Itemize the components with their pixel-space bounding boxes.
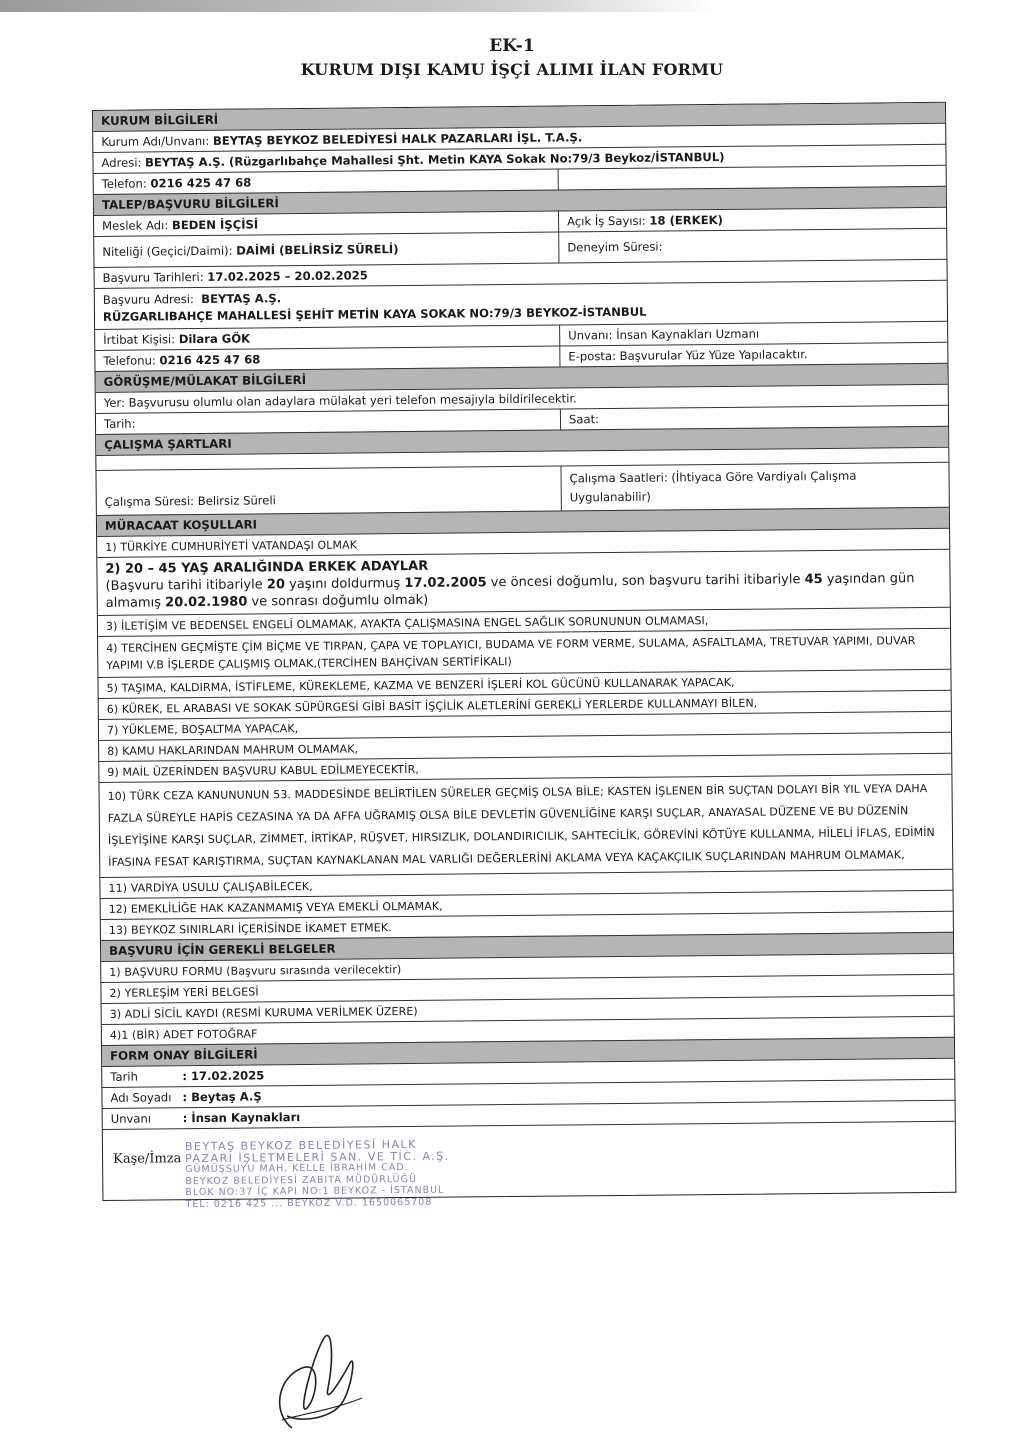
field-label: Başvuru Tarihleri: [102,269,204,285]
form-title: KURUM DIŞI KAMU İŞÇİ ALIMI İLAN FORMU [300,60,724,79]
text-part: ve sonrası doğumlu olmak) [247,592,429,610]
application-dates: 17.02.2025 – 20.02.2025 [207,268,368,284]
interview-time-label: Saat: [568,412,600,427]
interview-place: Yer: Başvurusu olumlu olan adaylara mülakat yeri telefon mesajıyla bildirilecektir. [103,391,577,410]
condition-4: 4) TERCİHEN GEÇMİŞTE ÇİM BİÇME VE TIRPAN, ÇAPA VE TOPLAYICI, BUDAMA VE FORM VERME, SULAMA, ASFALTLAMA, TRETUVAR YAPIMI, DUVAR YAPIMI V.B İŞLERDE ÇALIŞMIŞ OLMAK,(TERCİHEN BAHÇİVAN SERTİFİKALI) [106,634,916,672]
field-label: Telefon: [101,176,147,191]
section-title: BAŞVURU İÇİN GEREKLİ BELGELER [109,941,336,958]
condition-9: 9) MAİL ÜZERİNDEN BAŞVURU KABUL EDİLMEYECEKTİR, [107,762,419,779]
field-label: İrtibat Kişisi: [103,332,176,347]
condition-11: 11) VARDİYA USULU ÇALIŞABİLECEK, [108,879,313,895]
condition-row [97,549,950,615]
field-label: Unvanı [110,1111,152,1126]
stamp-line: TEL: 0216 425 ... BEYKOZ V.D. 1650065708 [185,1196,433,1210]
empty-cell [559,166,946,190]
stamp-line: GÜMÜŞSUYU MAH. KELLE İBRAHİM CAD. [185,1162,409,1176]
company-stamp [185,1138,516,1241]
field-label: Kurum Adı/Unvanı: [101,133,210,149]
approval-title: : İnsan Kaynakları [182,1110,301,1126]
condition-10: 10) TÜRK CEZA KANUNUNUN 53. MADDESİNDE BELİRTİLEN SÜRELER GEÇMİŞ OLSA BİLE; KASTEN İŞLENEN BİR SUÇTAN DOLAYI BİR YIL VEYA DAHA FAZLA SÜREYLE HAPİS CEZASINA YA DA AFFA UĞRAMIŞ OLSA BİLE DEVLETİN GÜVENLİĞİNE KARŞI SUÇLAR, ANAYASAL DÜZENE VE BU DÜZENİN İŞLEYİŞİNE KARŞI SUÇLAR, ZİMMET, İRTİKAP, RÜŞVET, HIRSIZLIK, DOLANDIRICILIK, SAHTECİLİK, GÖREVİNİ KÖTÜYE KULLANMA, HİLELİ İFLAS, EDİMİN İFASINA FESAT KARIŞTIRMA, SUÇTAN KAYNAKLANAN MAL VARLIĞI DEĞERLERİNİ AKLAMA VEYA KAÇAKÇILIK SUÇLARINDAN MAHRUM OLMAMAK, [107,782,935,869]
contact-title: İnsan Kaynakları Uzmanı [616,326,760,342]
condition-1: 1) TÜRKİYE CUMHURİYETİ VATANDAŞI OLMAK [105,537,358,554]
section-title: KURUM BİLGİLERİ [101,112,219,128]
age-min: 20 [266,577,286,593]
text-part: yaşını doldurmuş [284,576,405,593]
text-part: ve öncesi doğumlu, son başvuru tarihi itibariyle [486,572,805,591]
approval-name: : Beytaş A.Ş [182,1089,262,1105]
age-max: 45 [804,572,823,588]
stamp-label: Kaşe/İmza [113,1151,182,1167]
condition-13: 13) BEYKOZ SINIRLARI İÇERİSİNDE İKAMET ETMEK. [108,920,392,937]
interview-date-label: Tarih: [96,410,561,434]
work-duration: Çalışma Süresi: Belirsiz Süreli [96,467,561,515]
institution-address: BEYTAŞ A.Ş. (Rüzgarlıbahçe Mahallesi Şht. Metin KAYA Sokak No:79/3 Beykoz/İSTANBUL) [145,149,725,170]
field-label: Telefonu: [103,353,156,368]
condition-5: 5) TAŞIMA, KALDIRMA, İSTİFLEME, KÜREKLEME, KAZMA VE BENZERİ İŞLERİ KOL GÜCÜNÜ KULLANARAK YAPACAK, [106,675,735,695]
institution-name: BEYTAŞ BEYKOZ BELEDİYESİ HALK PAZARLARI İŞL. T.A.Ş. [212,130,583,148]
field-label: Açık İş Sayısı: [567,213,646,229]
job-name: BEDEN İŞÇİSİ [171,217,259,233]
section-title: MÜRACAAT KOŞULLARI [104,517,258,533]
section-title: TALEP/BAŞVURU BİLGİLERİ [101,196,279,212]
condition-row [98,628,950,677]
row-app-address [95,280,947,329]
application-address-line2: RÜZGARLIBAHÇE MAHALLESİ ŞEHİT METİN KAYA SOKAK NO:79/3 BEYKOZ-İSTANBUL [102,304,647,324]
form-code: EK-1 [489,36,535,56]
document-1: 1) BAŞVURU FORMU (Başvuru sırasında verilecektir) [109,962,402,979]
text-part: (Başvuru tarihi itibariyle [105,577,267,594]
row-stamp-signature [103,1121,956,1210]
contact-phone: 0216 425 47 68 [159,352,261,368]
job-nature: DAİMİ (BELİRSİZ SÜRELİ) [236,242,399,258]
condition-2 [97,550,950,615]
condition-row [99,774,952,877]
field-label: Tarih [110,1069,138,1084]
application-address: BEYTAŞ A.Ş. [201,291,282,306]
document-2: 2) YERLEŞİM YERİ BELGESİ [109,984,259,1000]
stamp-line: BEYTAŞ BEYKOZ BELEDİYESİ HALK [184,1137,417,1154]
condition-2-title: 2) 20 – 45 YAŞ ARALIĞINDA ERKEK ADAYLAR [105,558,429,577]
field-label: Başvuru Adresi: [102,291,198,307]
work-hours: Çalışma Saatleri: (İhtiyaca Göre Vardiyalı Çalışma Uygulanabilir) [569,468,857,505]
condition-6: 6) KÜREK, EL ARABASI VE SOKAK SÜPÜRGESİ GİBİ BASİT İŞÇİLİK ALETLERİNİ GEREKLİ YERLERDE KULLANMAYI BİLEN, [106,696,758,716]
condition-7: 7) YÜKLEME, BOŞALTMA YAPACAK, [106,721,299,737]
birth-date-max: 17.02.2005 [404,575,487,592]
section-title: ÇALIŞMA ŞARTLARI [104,436,232,452]
stamp-line: BEYKOZ BELEDİYESİ ZABITA MÜDÜRLÜĞÜ [185,1173,417,1187]
experience-label: Deneyim Süresi: [567,239,663,255]
contact-person: Dilara GÖK [178,331,251,347]
birth-date-min: 20.02.1980 [165,594,248,611]
field-label: Adresi: [101,155,142,170]
condition-3: 3) İLETİŞİM VE BEDENSEL ENGELİ OLMAMAK, AYAKTA ÇALIŞMASINA ENGEL SAĞLIK SORUNUNUN OLMAMASI, [105,613,709,633]
field-label: Niteliği (Geçici/Daimi): [102,243,233,259]
field-label: Meslek Adı: [102,218,169,233]
document-4: 4)1 (BİR) ADET FOTOĞRAF [109,1026,258,1042]
approval-date: : 17.02.2025 [182,1068,265,1084]
field-label: Adı Soyadı [110,1090,172,1105]
section-title: FORM ONAY BİLGİLERİ [110,1047,258,1063]
condition-2-detail [105,570,941,612]
contact-email: Başvurular Yüz Yüze Yapılacaktır. [619,347,808,363]
signature-icon [262,1318,372,1433]
section-title: GÖRÜŞME/MÜLAKAT BİLGİLERİ [103,372,307,389]
document-3: 3) ADLİ SİCİL KAYDI (RESMİ KURUMA VERİLMEK ÜZERE) [109,1004,418,1021]
scan-edge [0,0,1024,12]
field-label: E-posta: [568,348,617,364]
text-part: yaşından gün almamış [105,571,915,611]
condition-8: 8) KAMU HAKLARINDAN MAHRUM OLMAMAK, [107,741,359,758]
openings-count: 18 (ERKEK) [649,212,723,228]
institution-phone: 0216 425 47 68 [150,175,252,191]
field-label: Unvanı: [568,328,613,343]
announcement-form [92,102,956,1210]
row-work-conditions [96,462,948,515]
stamp-line: PAZARI İŞLETMELERİ SAN. VE TİC. A.Ş. [185,1149,450,1165]
stamp-line: BLOK NO:37 İÇ KAPI NO:1 BEYKOZ - İSTANBUL [185,1184,445,1199]
condition-12: 12) EMEKLİLİĞE HAK KAZANMAMIŞ VEYA EMEKLİ OLMAMAK, [108,899,443,916]
